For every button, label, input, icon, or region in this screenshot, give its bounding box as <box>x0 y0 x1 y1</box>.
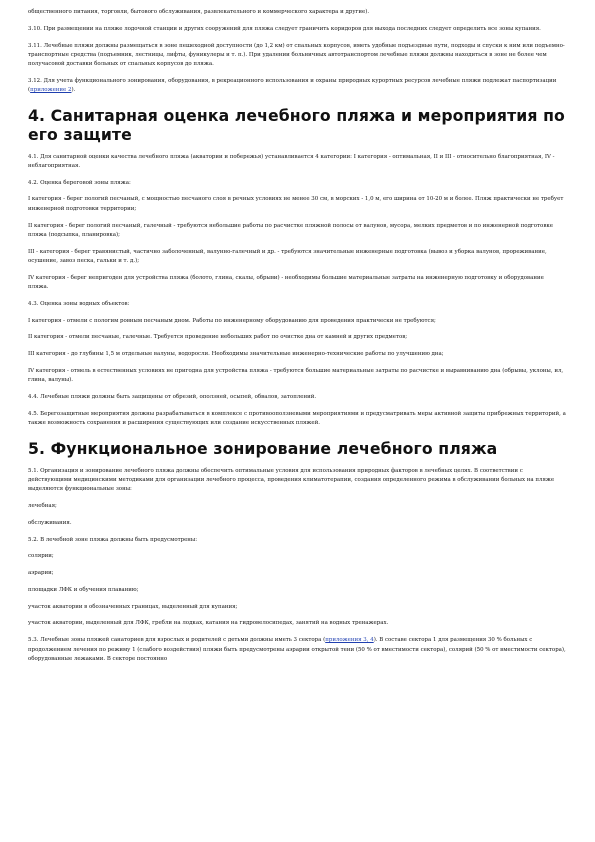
paragraph <box>28 222 566 241</box>
paragraph-text: 5.1. Организация и зонирование лечебного пляжа должны обеспечить оптимальные условия для использования природных факторов в лечебных целях. В соответствии с действующими медицинскими методиками для организации лечебного процесса, проведения климатотерапии, создания определенного режима в обслуживании больных на пляже выделяются функциональные зоны: <box>28 467 555 493</box>
paragraph <box>28 393 566 402</box>
paragraph-text: IV категория - отмель в естественных условиях не пригодна для устройства пляжа - требуются большие материальные затраты по расчистке и выравниванию дна (обрывы, уклоны, ил, глина, валуны). <box>28 368 564 384</box>
paragraph <box>28 586 566 595</box>
paragraph <box>28 603 566 612</box>
paragraph-text: 5.2. В лечебной зоне пляжа должны быть предусмотрены: <box>28 536 198 543</box>
paragraph <box>28 8 566 17</box>
paragraph <box>28 248 566 267</box>
paragraph-text: II категория - отмели песчаные, галечные. Требуется проведение небольших работ по очистке дна от камней и других предметов; <box>28 334 408 341</box>
paragraph-text: 4.3. Оценка зоны водных объектов: <box>28 300 130 307</box>
paragraph <box>28 636 566 664</box>
paragraph <box>28 502 566 511</box>
paragraph <box>28 619 566 628</box>
paragraph-text: 3.10. При размещении на пляже лодочной станции и других сооружений для пляжа следует граничить коридоров для выхода последних следует определить все зоны купания. <box>28 25 541 32</box>
paragraph <box>28 569 566 578</box>
appendix-link[interactable]: приложение 2 <box>30 87 72 94</box>
section-5-body <box>28 467 566 665</box>
document-page <box>28 8 566 672</box>
paragraph <box>28 300 566 309</box>
paragraph-text: солярии; <box>28 553 54 560</box>
paragraph <box>28 333 566 342</box>
paragraph <box>28 519 566 528</box>
paragraph-text: IV категория - берег непригоден для устройства пляжа (болото, глина, скалы, обрыви) - необходимы большие материальные затраты на инженерную подготовку и оборудование пляжа. <box>28 274 544 291</box>
paragraph-text: участок акватории, выделенный для ЛФК, гребли на лодках, катания на гидровелосипедах, занятий на водных тренажерах. <box>28 620 389 627</box>
paragraph-text: 4.5. Берегозащитные мероприятия должны разрабатываться в комплексе с противооползневыми мероприятиями и предусматривать меры активной защиты прибрежных территорий, а также возможность сохранения и расширения существующих или создание искусственных пляжей. <box>28 410 566 427</box>
paragraph-text: I категория - берег пологий песчаный, с мощностью песчаного слоя в речных условиях не менее 30 см, в морских - 1,0 м, его ширина от 10-20 м и более. Пляж практически не требует инженерной подготовки территории; <box>28 196 564 212</box>
paragraph-text: 4.1. Для санитарной оценки качества лечебного пляжа (акватории и побережья) устанавливается 4 категории: I категория - оптимальная, II и III - относительно благоприятная, IV - неблагоприятная. <box>28 153 555 169</box>
paragraph-text: I категория - отмели с пологим ровным песчаным дном. Работы по инженерному оборудованию для проведения практически не требуются; <box>28 317 436 324</box>
paragraph-text: III категория - до глубины 1,5 м отдельные валуны, водоросли. Необходимы значительные инженерно-технические работы по улучшению дна; <box>28 351 444 358</box>
section-4-heading: 4. Санитарная оценка лечебного пляжа и мероприятия по его защите <box>28 105 565 144</box>
paragraph <box>28 195 566 214</box>
paragraph <box>28 179 566 188</box>
paragraph-text: 3.12. Для учета функционального зонирования, оборудования, в рекреационного использования и охраны природных курортных ресурсов лечебные пляжи подлежат паспортизации ( <box>28 77 557 94</box>
paragraph <box>28 350 566 359</box>
section-4-body <box>28 153 566 429</box>
paragraph-text-tail: ). В составе сектора 1 для размещения 30 % больных с продолжением лечения по режиму 1 (слабого воздействия) пляжи быть предусмотрены аэрарии открытой тени (50 % от вместимости сектора), солярий (50 % от вместимости сектора), оборудованные лежаками. В секторе постоянно <box>28 637 566 662</box>
paragraph <box>28 467 566 495</box>
section-3-continued <box>28 8 566 96</box>
paragraph-text: II категория - берег пологий песчаный, галечный - требуются небольшие работы по расчистке пляжной полосы от валунов, мусора, мелких предметов и по инженерной подготовке пляжа (подсыпка, планировка); <box>28 222 554 238</box>
paragraph <box>28 42 566 70</box>
paragraph <box>28 367 566 386</box>
paragraph <box>28 552 566 561</box>
paragraph <box>28 317 566 326</box>
paragraph-text: площадки ЛФК и обучения плаванию; <box>28 586 139 593</box>
paragraph <box>28 410 566 429</box>
paragraph-text: общественного питания, торговли, бытового обслуживания, развлекательного и коммерческого характера и другие). <box>28 9 370 15</box>
paragraph-text: аэрарии; <box>28 570 54 577</box>
paragraph-text: 3.11. Лечебные пляжи должны размещаться в зоне пешеходной доступности (до 1,2 км) от спальных корпусов, иметь удобные подъездные пути, подходы и спуски к ним или подъемно-транспортные средства (подъемник, лестницы, лифты, фуникулеры и т. п.). При удалении больничных автотранспортом лечебные пляжи должны находиться в зоне не более чем получасовой доставки больных от спальных корпусов до пляжа. <box>28 42 565 68</box>
paragraph-text: III - категория - берег травянистый, частично заболоченный, валунно-галечный и др. - требуются значительные инженерные подготовка (вывоз и уборка валунов, прореживание, осушение, завоз песка, гальки и т. д.); <box>28 248 547 264</box>
paragraph <box>28 153 566 172</box>
appendix-link[interactable]: приложения 3, 4 <box>325 637 374 644</box>
paragraph-text-tail: ). <box>71 87 76 94</box>
paragraph-text: 5.3. Лечебные зоны пляжей санаториев для взрослых и родителей с детьми должны иметь 3 сектора ( <box>28 637 326 644</box>
section-5-heading: 5. Функциональное зонирование лечебного пляжа <box>28 438 498 458</box>
paragraph-text: 4.2. Оценка береговой зоны пляжа: <box>28 179 131 186</box>
paragraph-text: обслуживания. <box>28 519 72 526</box>
paragraph-text: 4.4. Лечебные пляжи должны быть защищены от обрезий, оползней, осыпей, обвалов, затоплений. <box>28 394 317 401</box>
paragraph <box>28 25 566 34</box>
paragraph-text: лечебная; <box>28 502 57 509</box>
paragraph <box>28 77 566 96</box>
paragraph <box>28 536 566 545</box>
paragraph <box>28 274 566 293</box>
paragraph-text: участок акватории в обозначенных границах, выделенный для купания; <box>28 603 238 610</box>
